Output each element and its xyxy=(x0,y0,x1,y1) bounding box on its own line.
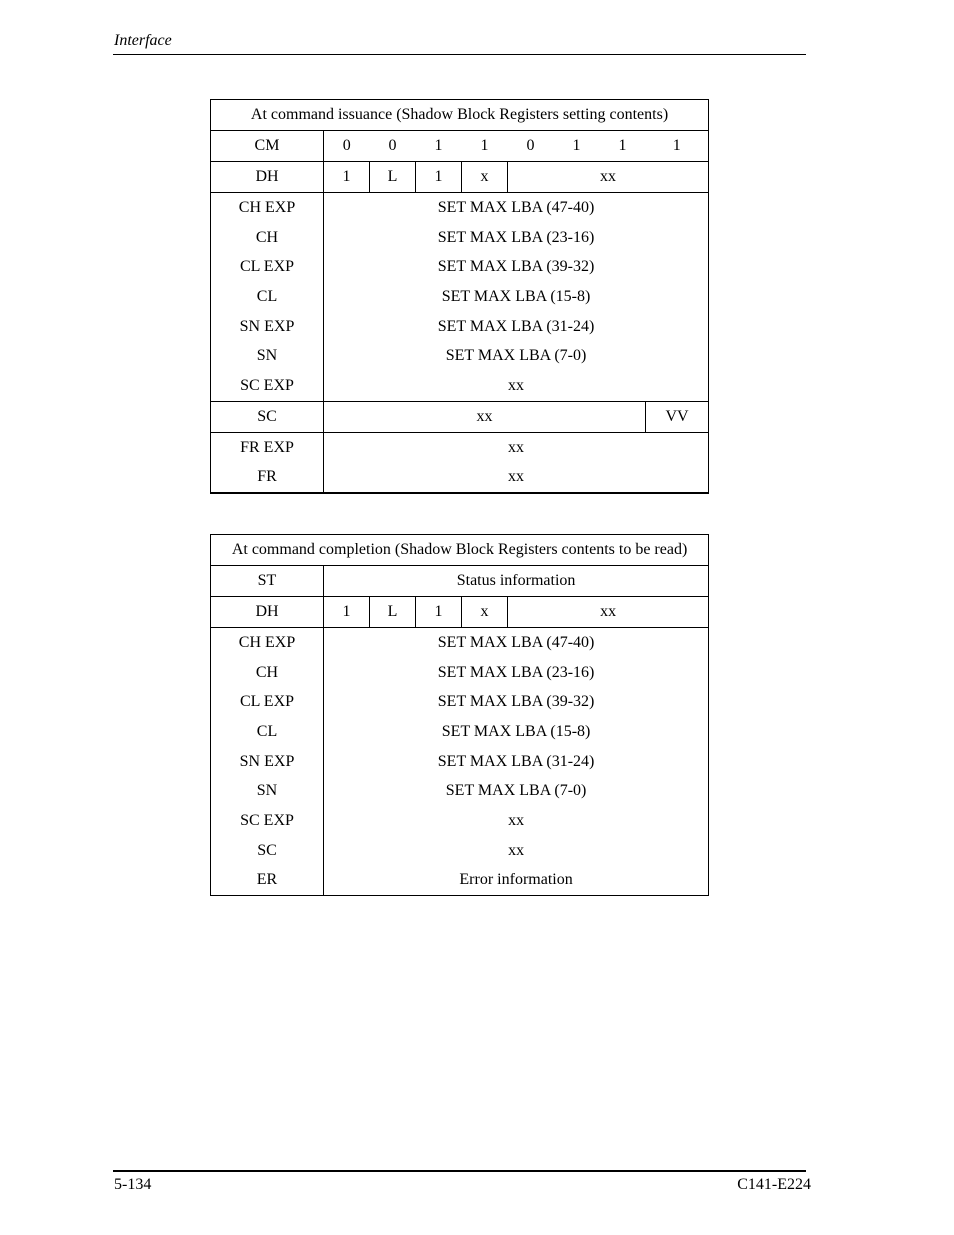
register-label: SC EXP xyxy=(211,806,324,836)
header-rule xyxy=(113,54,806,55)
register-label: ER xyxy=(211,866,324,896)
register-value: xx xyxy=(508,811,525,829)
register-value: xx xyxy=(508,438,525,456)
completion-register-table xyxy=(210,534,709,896)
dh-row xyxy=(211,162,709,193)
register-value: SET MAX LBA (7-0) xyxy=(445,782,587,800)
register-value: SET MAX LBA (39-32) xyxy=(437,693,595,711)
document-code: C141-E224 xyxy=(737,1176,811,1193)
register-label: FR EXP xyxy=(211,432,324,462)
register-label: CH xyxy=(211,223,324,253)
register-label: SN xyxy=(211,341,324,371)
register-value: SET MAX LBA (47-40) xyxy=(437,633,595,651)
dh-bit-6: L xyxy=(370,597,416,628)
register-label: SN EXP xyxy=(211,312,324,342)
cm-label: CM xyxy=(211,131,324,162)
register-row xyxy=(211,282,709,312)
register-row xyxy=(211,836,709,866)
register-value: SET MAX LBA (15-8) xyxy=(441,722,591,740)
register-value: xx xyxy=(324,371,709,401)
cm-row xyxy=(211,131,709,162)
register-row xyxy=(211,371,709,401)
dh-bit-4: x xyxy=(462,597,508,628)
dh-bit-5: 1 xyxy=(416,162,462,193)
register-value: xx xyxy=(324,463,709,494)
footer-rule xyxy=(113,1170,806,1172)
dh-bits-3-0: xx xyxy=(508,162,709,193)
register-value: SET MAX LBA (47-40) xyxy=(437,198,595,216)
register-row xyxy=(211,252,709,282)
dh-bit-7: 1 xyxy=(324,597,370,628)
sc-bit-0: VV xyxy=(646,401,709,432)
register-value: xx xyxy=(508,841,525,859)
register-value: SET MAX LBA (15-8) xyxy=(441,287,591,305)
dh-label: DH xyxy=(211,597,324,628)
register-value: SET MAX LBA (31-24) xyxy=(437,752,595,770)
sc-label: SC xyxy=(211,401,324,432)
register-row xyxy=(211,687,709,717)
register-value: SET MAX LBA (23-16) xyxy=(437,228,595,246)
register-label: CL xyxy=(211,282,324,312)
st-label: ST xyxy=(211,566,324,597)
register-label: CL xyxy=(211,717,324,747)
dh-bit-6: L xyxy=(370,162,416,193)
register-value: SET MAX LBA (23-16) xyxy=(437,663,595,681)
cm-bit-7: 0 xyxy=(324,131,370,162)
dh-bits-3-0: xx xyxy=(508,597,709,628)
issuance-register-table xyxy=(210,99,709,494)
register-value: SET MAX LBA (31-24) xyxy=(437,317,595,335)
running-header: Interface xyxy=(114,32,172,49)
sc-bits-7-1: xx xyxy=(324,401,646,432)
register-row xyxy=(211,341,709,371)
register-label: CH EXP xyxy=(211,193,324,223)
st-value: Status information xyxy=(324,566,709,597)
dh-bit-7: 1 xyxy=(324,162,370,193)
register-label: CH EXP xyxy=(211,628,324,658)
register-label: FR xyxy=(211,463,324,494)
page-number: 5-134 xyxy=(114,1176,152,1193)
register-row xyxy=(211,776,709,806)
register-row xyxy=(211,312,709,342)
cm-bit-3: 0 xyxy=(508,131,554,162)
cm-bit-0: 1 xyxy=(646,131,709,162)
register-row xyxy=(211,223,709,253)
register-row xyxy=(211,747,709,777)
completion-caption: At command completion (Shadow Block Registers contents to be read) xyxy=(211,535,709,566)
register-label: SN xyxy=(211,776,324,806)
dh-label: DH xyxy=(211,162,324,193)
sc-row xyxy=(211,401,709,432)
register-row xyxy=(211,806,709,836)
dh-bit-4: x xyxy=(462,162,508,193)
register-label: SC xyxy=(211,836,324,866)
cm-bit-5: 1 xyxy=(416,131,462,162)
register-value: Error information xyxy=(459,871,573,889)
dh-bit-5: 1 xyxy=(416,597,462,628)
issuance-caption: At command issuance (Shadow Block Registers setting contents) xyxy=(211,100,709,131)
cm-bit-1: 1 xyxy=(600,131,646,162)
register-value: SET MAX LBA (7-0) xyxy=(445,347,587,365)
register-label: CH xyxy=(211,658,324,688)
cm-bit-4: 1 xyxy=(462,131,508,162)
st-row xyxy=(211,566,709,597)
register-value: SET MAX LBA (39-32) xyxy=(437,258,595,276)
cm-bit-2: 1 xyxy=(554,131,600,162)
register-row xyxy=(211,717,709,747)
register-row xyxy=(211,463,709,494)
register-row xyxy=(211,658,709,688)
dh-row xyxy=(211,597,709,628)
register-label: CL EXP xyxy=(211,687,324,717)
register-label: CL EXP xyxy=(211,252,324,282)
register-row xyxy=(211,866,709,896)
register-row xyxy=(211,432,709,462)
cm-bit-6: 0 xyxy=(370,131,416,162)
register-label: SN EXP xyxy=(211,747,324,777)
register-row xyxy=(211,628,709,658)
register-row xyxy=(211,193,709,223)
register-label: SC EXP xyxy=(211,371,324,401)
